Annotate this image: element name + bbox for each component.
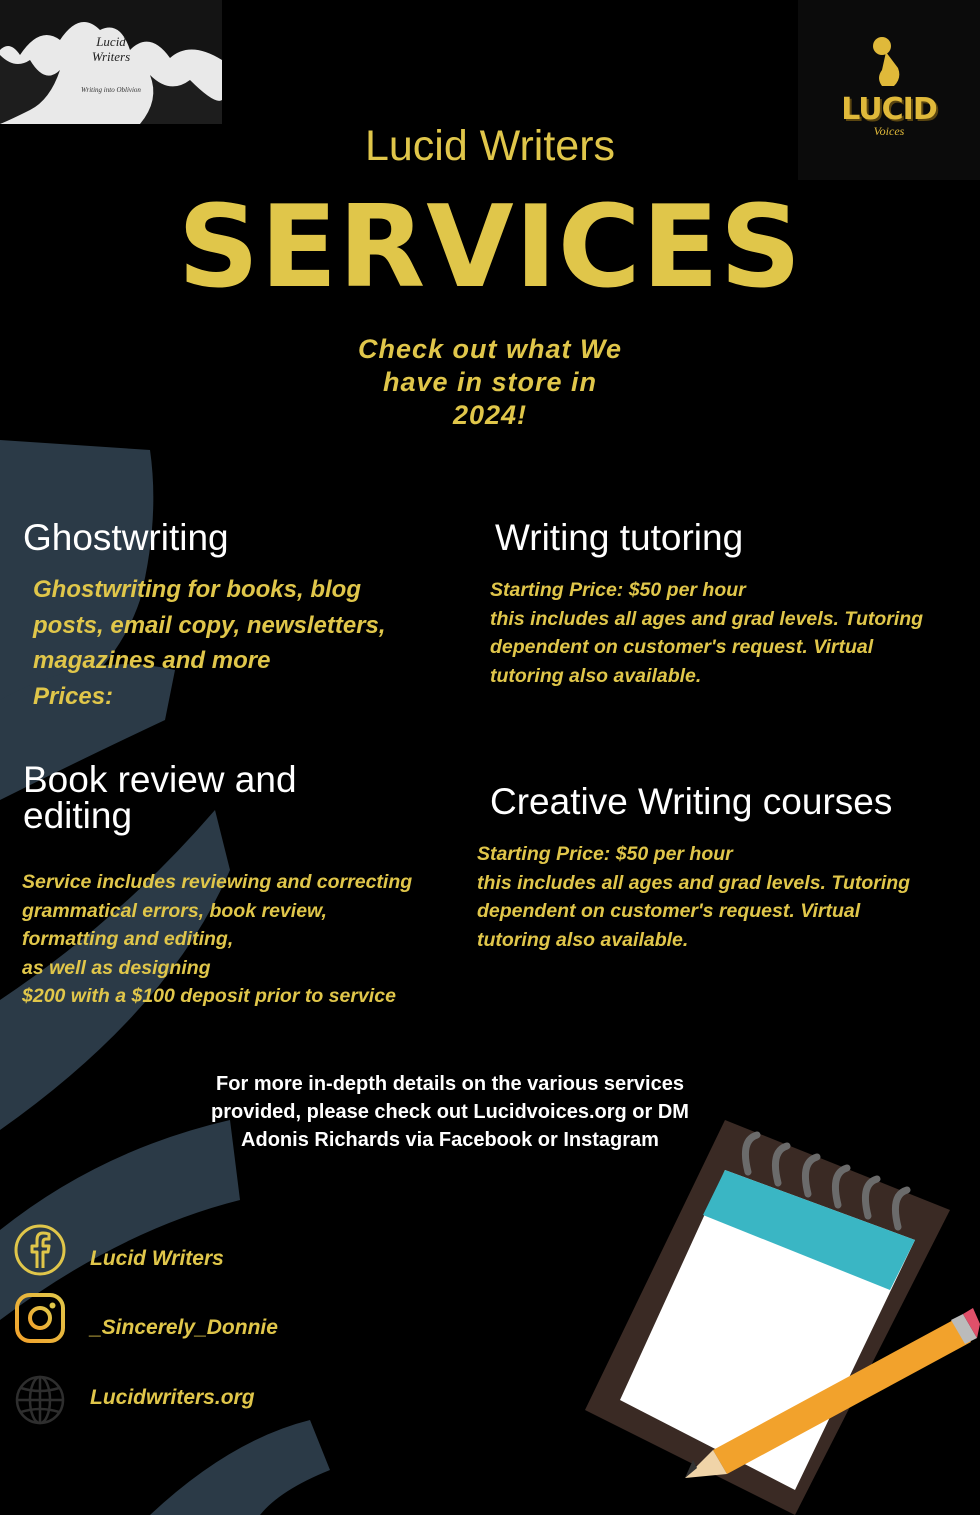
logo-tagline: Writing into Oblivion — [81, 86, 141, 94]
notepad-icon — [585, 1120, 950, 1515]
logo-sub: Voices — [873, 124, 905, 138]
facebook-icon[interactable] — [14, 1224, 66, 1276]
service-heading-writing-tutoring: Writing tutoring — [495, 517, 744, 558]
lucid-writers-logo — [0, 0, 222, 124]
footer-note: For more in-depth details on the various services provided, please check out Lucidvoices.org or DM Adonis Richards via Facebook or Instagram — [211, 1073, 689, 1151]
page-title: SERVICES — [177, 181, 803, 313]
tagline: Check out what We have in store in 2024! — [357, 334, 623, 430]
service-desc-creative-writing: Starting Price: $50 per hour this includes all ages and grad levels. Tutoring dependent on customer's request. Virtual tutoring also available. — [477, 843, 911, 951]
logo-title: Lucid Writers — [91, 34, 131, 64]
service-desc-ghostwriting: Ghostwriting for books, blog posts, email copy, newsletters, magazines and more Prices: — [33, 576, 386, 710]
notepad-illustration — [585, 1110, 980, 1515]
instagram-link[interactable]: _Sincerely_Donnie — [90, 1316, 278, 1339]
service-desc-book-review: Service includes reviewing and correcting grammatical errors, book review, formatting and editing, as well as designing $200 with a $100 deposit prior to service — [22, 871, 413, 1007]
service-heading-ghostwriting: Ghostwriting — [23, 517, 229, 558]
logo-word: LUCID — [841, 92, 937, 127]
microphone-icon — [868, 34, 908, 94]
service-heading-creative-writing: Creative Writing courses — [490, 781, 893, 822]
facebook-link[interactable]: Lucid Writers — [90, 1247, 224, 1270]
globe-icon[interactable] — [14, 1374, 66, 1426]
service-heading-book-review: Book review and editing — [23, 759, 297, 836]
service-desc-writing-tutoring: Starting Price: $50 per hour this includes all ages and grad levels. Tutoring dependent on customer's request. Virtual tutoring also available. — [490, 579, 924, 687]
instagram-icon[interactable] — [14, 1292, 66, 1344]
brand-name: Lucid Writers — [364, 122, 616, 170]
website-link[interactable]: Lucidwriters.org — [90, 1386, 255, 1409]
